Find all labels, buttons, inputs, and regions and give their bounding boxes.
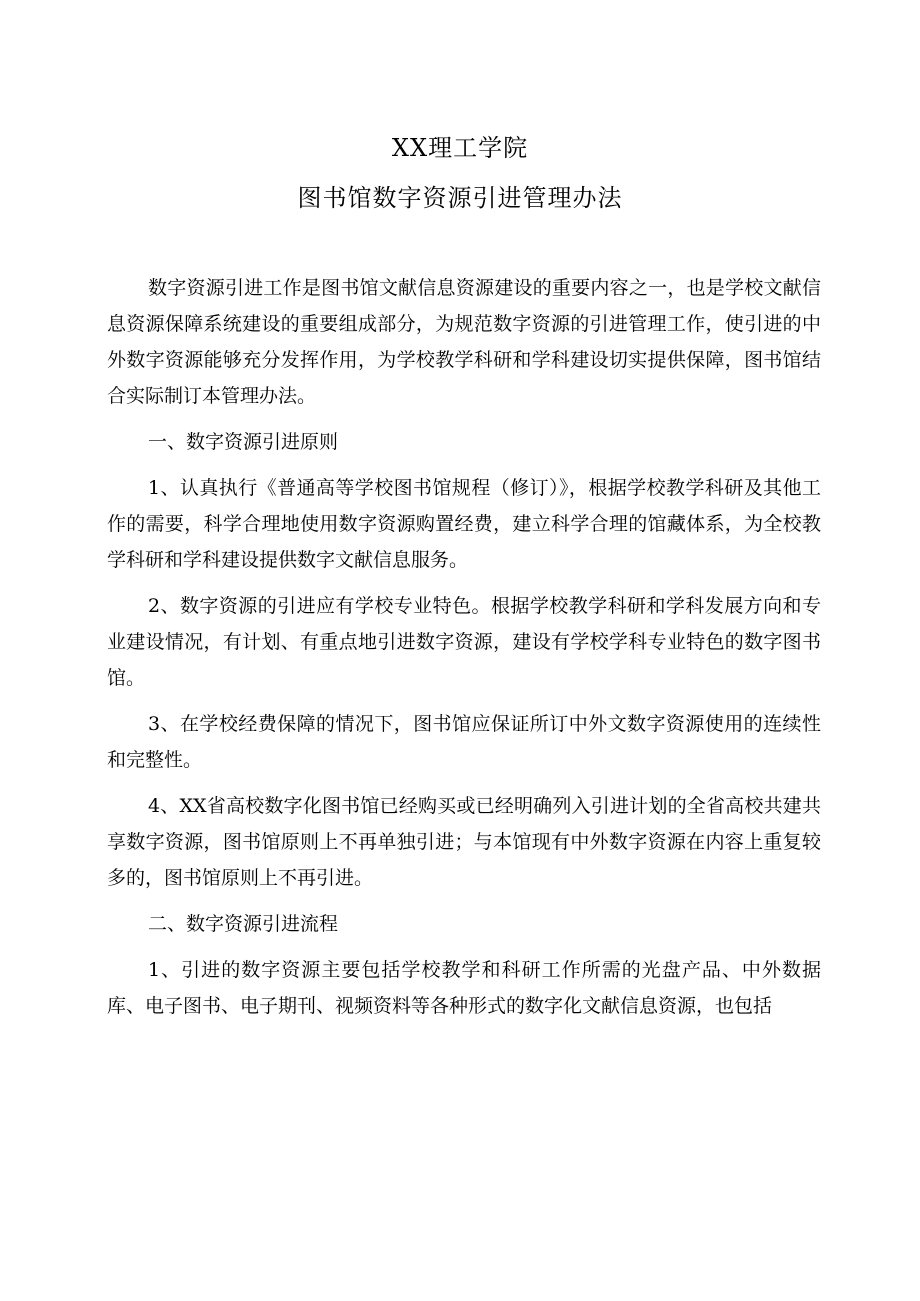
principle-item-3: 3、在学校经费保障的情况下，图书馆应保证所订中外文数字资源使用的连续性和完整性。 (107, 713, 821, 771)
document-title-regulation: 图书馆数字资源引进管理办法 (297, 184, 623, 212)
principle-item-2: 2、数字资源的引进应有学校专业特色。根据学校教学科研和学科发展方向和专业建设情况，有计划、有重点地引进数字资源，建设有学校学科专业特色的数字图书馆。 (107, 595, 821, 689)
document-body (107, 270, 821, 1034)
principle-item-4: 4、XX省高校数字化图书馆已经购买或已经明确列入引进计划的全省高校共建共享数字资源，图书馆原则上不再单独引进；与本馆现有中外数字资源在内容上重复较多的，图书馆原则上不再引进。 (107, 795, 821, 889)
section-heading-process: 二、数字资源引进流程 (148, 913, 339, 935)
intro-paragraph: 数字资源引进工作是图书馆文献信息资源建设的重要内容之一，也是学校文献信息资源保障系统建设的重要组成部分，为规范数字资源的引进管理工作，使引进的中外数字资源能够充分发挥作用，为学校教学科研和学科建设切实提供保障，图书馆结合实际制订本管理办法。 (107, 277, 821, 407)
document-title-institution: XX理工学院 (391, 134, 529, 162)
principle-item-1: 1、认真执行《普通高等学校图书馆规程（修订）》，根据学校教学科研及其他工作的需要，科学合理地使用数字资源购置经费，建立科学合理的馆藏体系，为全校教学科研和学科建设提供数字文献信息服务。 (107, 477, 821, 571)
section-heading-principles: 一、数字资源引进原则 (148, 431, 339, 453)
process-item-1: 1、引进的数字资源主要包括学校教学和科研工作所需的光盘产品、中外数据库、电子图书、电子期刊、视频资料等各种形式的数字化文献信息资源，也包括 (107, 959, 821, 1017)
